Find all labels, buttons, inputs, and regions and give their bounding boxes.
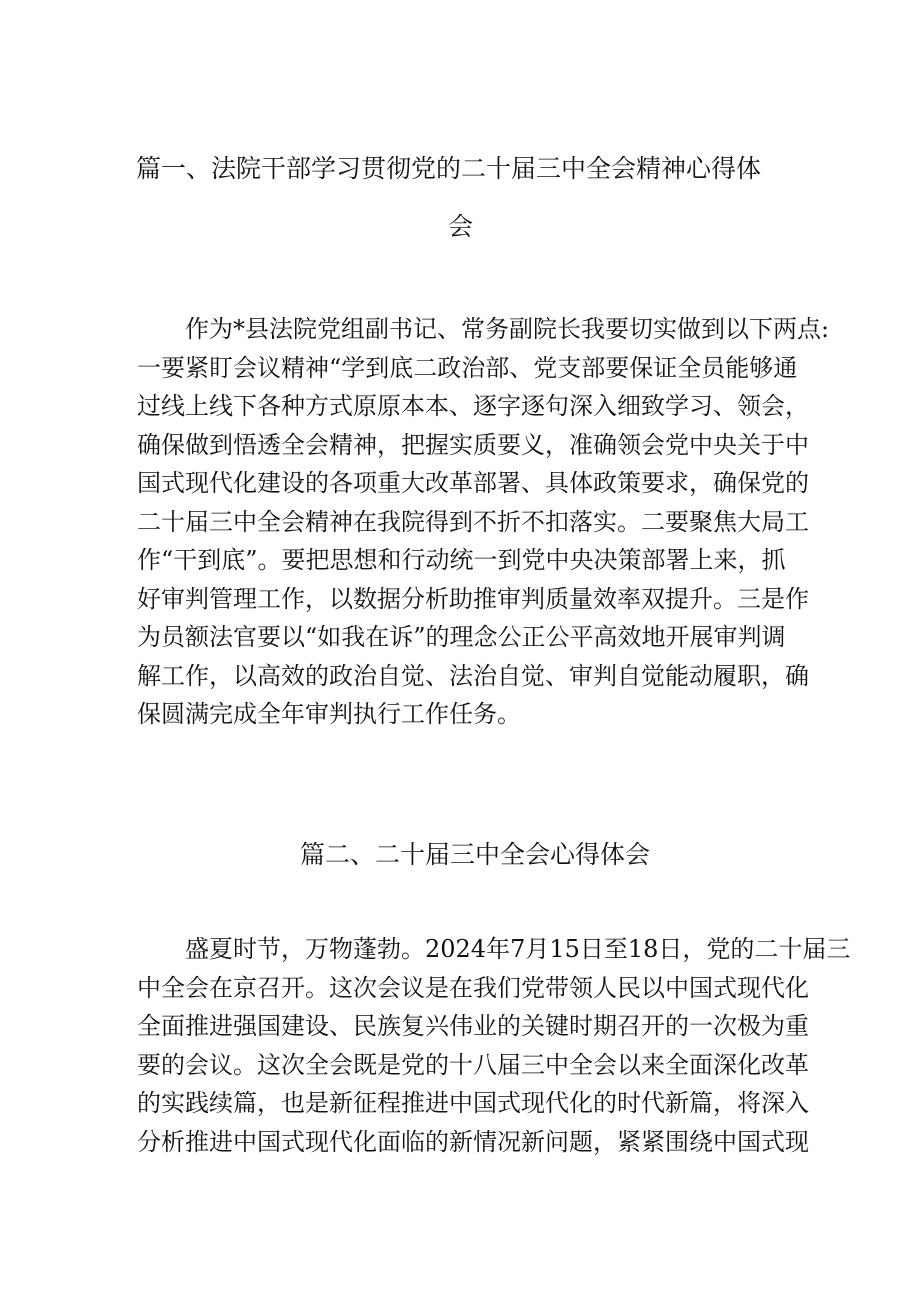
paragraph-line: 国式现代化建设的各项重大改革部署、具体政策要求，确保党的 <box>137 469 809 497</box>
paragraph-line: 分析推进中国式现代化面临的新情况新问题，紧紧围绕中国式现 <box>137 1127 809 1156</box>
paragraph-line: 盛夏时节，万物蓬勃。2024年7月15日至18日，党的二十届三 <box>137 935 851 963</box>
section1-title-line1: 篇一、法院干部学习贯彻党的二十届三中全会精神心得体 <box>136 154 762 183</box>
paragraph-line: 作“干到底”。要把思想和行动统一到党中央决策部署上来，抓 <box>137 546 786 574</box>
paragraph-line: 二十届三中全会精神在我院得到不折不扣落实。二要聚焦大局工 <box>137 507 809 536</box>
paragraph-line: 作为*县法院党组副书记、常务副院长我要切实做到以下两点: <box>137 315 830 343</box>
section1-paragraph <box>137 310 830 734</box>
paragraph-line: 为员额法官要以“如我在诉”的理念公正公平高效地开展审判调 <box>137 623 786 651</box>
paragraph-line: 要的会议。这次全会既是党的十八届三中全会以来全面深化改革 <box>137 1050 809 1079</box>
paragraph-line: 解工作，以高效的政治自觉、法治自觉、审判自觉能动履职，确 <box>137 661 809 690</box>
paragraph-line: 好审判管理工作，以数据分析助推审判质量效率双提升。三是作 <box>137 584 809 613</box>
paragraph-line: 保圆满完成全年审判执行工作任务。 <box>137 700 521 728</box>
paragraph-line: 一要紧盯会议精神“学到底二政治部、党支部要保证全员能够通 <box>137 353 798 382</box>
section2-title: 篇二、二十届三中全会心得体会 <box>300 840 651 869</box>
paragraph-line: 的实践续篇，也是新征程推进中国式现代化的时代新篇，将深入 <box>137 1089 809 1117</box>
paragraph-line: 确保做到悟透全会精神，把握实质要义，准确领会党中央关于中 <box>137 430 809 459</box>
paragraph-line: 过线上线下各种方式原原本本、逐字逐句深入细致学习、领会， <box>137 392 809 420</box>
paragraph-line: 全面推进强国建设、民族复兴伟业的关键时期召开的一次极为重 <box>137 1012 809 1040</box>
section1-title-line2: 会 <box>448 212 474 241</box>
paragraph-line: 中全会在京召开。这次会议是在我们党带领人民以中国式现代化 <box>137 973 809 1002</box>
section2-paragraph <box>137 930 851 1161</box>
